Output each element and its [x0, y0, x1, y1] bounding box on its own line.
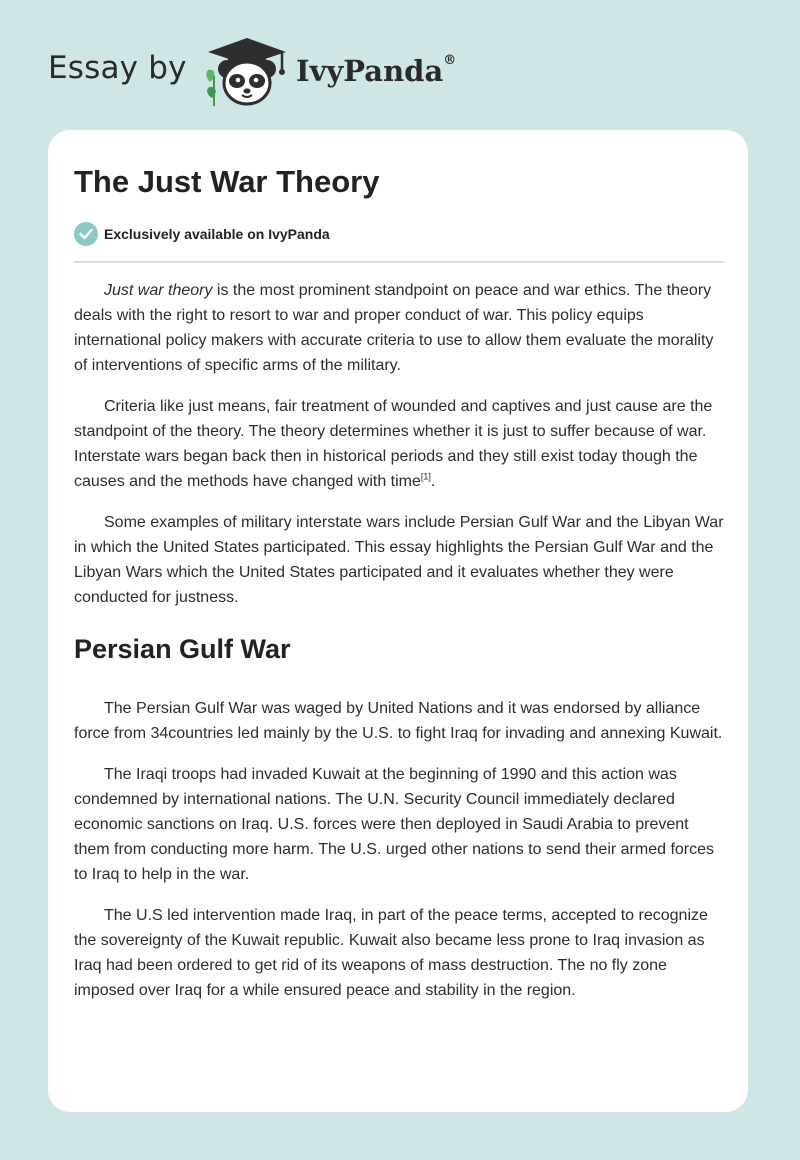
section-heading: Persian Gulf War	[74, 634, 291, 664]
footnote-reference[interactable]: [1]	[420, 471, 431, 482]
site-header	[0, 0, 800, 120]
paragraph-1-text: is the most prominent standpoint on peace and war ethics. The theory deals with the right to resort to war and proper conduct of war. This policy equips international policy makers with accurate criteria to use to allow them evaluate the morality of interventions of specific arms of the military.	[74, 282, 714, 374]
divider	[74, 261, 724, 263]
page-title: The Just War Theory	[74, 164, 380, 199]
paragraph-5: The Iraqi troops had invaded Kuwait at the beginning of 1990 and this action was condemned by international nations. The U.N. Security Council immediately declared economic sanctions on Iraq. U.S. forces were then deployed in Saudi Arabia to prevent them from conducting more harm. The U.S. urged other nations to send their armed forces to Iraq to help in the war.	[74, 766, 715, 883]
paragraph-3: Some examples of military interstate wars include Persian Gulf War and the Libyan War in which the United States participated. This essay highlights the Persian Gulf War and the Libyan Wars which the United States participated and it evaluates whether they were conducted for justness.	[74, 514, 724, 606]
essay-card	[48, 130, 748, 1112]
panda-graduate-icon[interactable]	[202, 36, 292, 108]
paragraph-4: The Persian Gulf War was waged by United Nations and it was endorsed by alliance force from 34countries led mainly by the U.S. to fight Iraq for invading and annexing Kuwait.	[74, 700, 723, 742]
essay-body	[74, 278, 726, 1019]
exclusive-label: Exclusively available on IvyPanda	[104, 226, 330, 242]
paragraph-1	[74, 278, 726, 378]
brand-name-text: IvyPanda	[296, 54, 444, 88]
paragraph-2	[74, 394, 726, 494]
check-circle-icon	[74, 222, 98, 246]
exclusive-badge	[74, 222, 330, 246]
paragraph-2-end: .	[430, 473, 436, 490]
paragraph-2-text: Criteria like just means, fair treatment of wounded and captives and just cause are the standpoint of the theory. The theory determines whether it is just to suffer because of war. Interstate wars began back then in historical periods and they still exist today though the causes and the methods have changed with time	[74, 398, 713, 490]
paragraph-6: The U.S led intervention made Iraq, in part of the peace terms, accepted to recognize the sovereignty of the Kuwait republic. Kuwait also became less prone to Iraq invasion as Iraq had been ordered to get rid of its weapons of mass destruction. The no fly zone imposed over Iraq for a while ensured peace and stability in the region.	[74, 907, 708, 999]
brand-name[interactable]	[296, 54, 456, 88]
registered-mark: ®	[443, 53, 457, 69]
paragraph-1-emphasis: Just war theory	[104, 282, 213, 299]
essay-by-label: Essay by	[48, 50, 187, 86]
